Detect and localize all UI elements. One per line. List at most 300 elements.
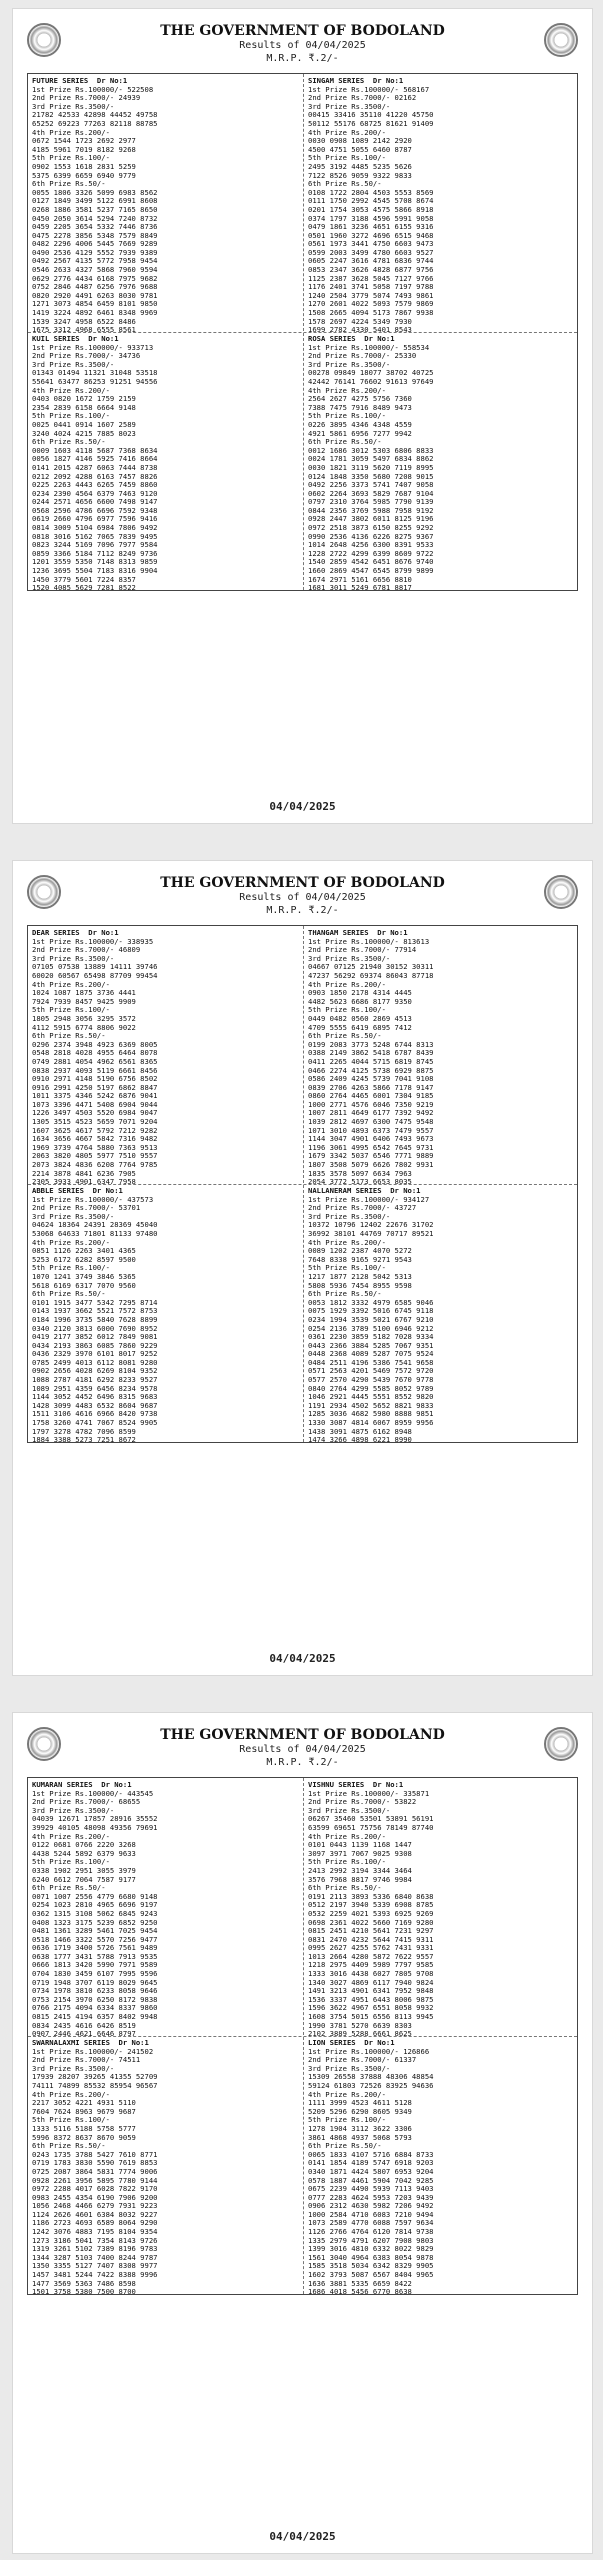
result-line: 1634 3656 4667 5842 7316 9482 [32,1135,158,1144]
result-line: 0482 2296 4006 5445 7669 9289 [32,240,158,249]
result-line: 1602 3793 5087 6567 8404 9965 [308,2271,434,2280]
series-block [308,1781,578,2039]
result-line: 0481 1361 3289 5461 7025 9454 [32,1927,158,1936]
result-line: 0122 0681 0766 2220 3268 [32,1841,136,1850]
result-line: 1270 2601 4022 5093 7579 9869 [308,300,434,309]
footer-date: 04/04/2025 [269,1652,336,1665]
result-line: 0030 0908 1089 2142 2920 [308,137,412,146]
government-emblem-right [544,875,578,909]
result-line: 00415 33416 35110 41220 45750 [308,111,434,120]
result-line: 0361 2230 3859 5182 7028 9334 [308,1333,434,1342]
result-line: 0561 1973 3441 4750 6603 9473 [308,240,434,249]
result-line: 6th Prize Rs.50/- [32,1290,106,1299]
result-line: 1176 2401 3741 5058 7197 9788 [308,283,434,292]
result-line: 2073 3824 4836 6208 7764 9785 [32,1161,158,1170]
result-line: 0820 2920 4491 6263 8030 9781 [32,291,158,300]
result-line: 0906 2312 4630 5982 7206 9492 [308,2202,434,2211]
result-line: 0990 2536 4136 6226 8275 9367 [308,532,434,541]
result-line: 2nd Prize Rs.7000/- 53822 [308,1798,417,1807]
series-title: KUMARAN SERIES Dr No:1 [32,1781,132,1789]
result-line: 2nd Prize Rs.7000/- 34736 [32,352,141,361]
result-line: 0725 2087 3864 5831 7774 9006 [32,2167,158,2176]
series-title: ABBLE SERIES Dr No:1 [32,1187,123,1195]
result-line: 1797 3278 4782 7096 8599 [32,1427,136,1436]
result-line: 1319 3261 5102 7389 8196 9783 [32,2245,158,2254]
result-line: 7924 7939 8457 9425 9909 [32,997,136,1006]
result-line: 1196 3061 4995 6542 7645 9731 [308,1143,434,1152]
result-line: 1805 2948 3056 3295 3572 [32,1014,136,1023]
result-line: 0024 1781 3059 5497 6834 8862 [308,455,434,464]
result-line: 0838 2937 4093 5119 6661 8456 [32,1066,158,1075]
result-line: 0009 1603 4118 5687 7368 8634 [32,446,158,455]
result-line: 1333 3016 4438 6027 7805 9708 [308,1970,434,1979]
result-line: 6th Prize Rs.50/- [308,438,382,447]
result-line: 0055 1806 3326 5099 6983 8562 [32,188,158,197]
result-line: 0823 3244 5169 7096 7977 9584 [32,541,158,550]
result-line: 0056 1827 4146 5925 7416 8664 [32,455,158,464]
result-line: 0752 2846 4487 6256 7976 9688 [32,283,158,292]
result-line: 0577 2570 4290 5439 7670 9778 [308,1376,434,1385]
result-line: 2nd Prize Rs.7000/- 68655 [32,1798,141,1807]
result-line: 5th Prize Rs.100/- [308,2116,386,2125]
sheet-mrp: M.R.P. ₹.2/- [266,905,339,916]
result-line: 1344 3287 5103 7400 8244 9787 [32,2253,158,2262]
result-line: 0443 2366 3884 5285 7067 9351 [308,1341,434,1350]
result-line: 0586 2409 4245 5739 7041 9108 [308,1075,434,1084]
result-line: 0907 2446 4621 6646 8797 [32,2030,136,2039]
result-line: 0571 2563 4201 5469 7572 9720 [308,1367,434,1376]
result-line: 0840 2764 4299 5585 8052 9789 [308,1384,434,1393]
result-line: 1070 1241 3749 3846 5365 [32,1272,136,1281]
result-line: 0983 2455 4354 6190 7906 9200 [32,2193,158,2202]
result-line: 0434 2193 3863 6085 7860 9229 [32,1341,158,1350]
result-line: 0518 1466 3322 5570 7256 9477 [32,1935,158,1944]
series-title: VISHNU SERIES Dr No:1 [308,1781,404,1789]
result-line: 0910 2971 4148 5190 6756 8502 [32,1075,158,1084]
result-line: 0619 2660 4796 6977 7596 9416 [32,515,158,524]
result-line: 4th Prize Rs.200/- [308,128,386,137]
result-line: 3rd Prize Rs.3500/- [32,1806,115,1815]
result-line: 4185 5961 7019 8182 9268 [32,145,136,154]
result-line: 2054 3772 5173 6653 8035 [308,1178,412,1187]
result-line: 1585 3518 5034 6342 8329 9905 [308,2262,434,2271]
result-line: 1508 2665 4094 5173 7867 9938 [308,309,434,318]
result-line: 1088 2787 4181 6292 8233 9527 [32,1376,158,1385]
result-line: 6th Prize Rs.50/- [308,1290,382,1299]
result-line: 53068 64633 71801 81133 97480 [32,1229,158,1238]
result-line: 07105 07538 13889 14111 39746 [32,963,158,972]
sheet-header [13,861,592,925]
result-line: 1807 3508 5079 6626 7802 9931 [308,1161,434,1170]
result-line: 0638 1777 3431 5788 7913 9535 [32,1952,158,1961]
result-line: 0605 2247 3616 4781 6836 9744 [308,257,434,266]
result-line: 1699 2782 4330 5401 8543 [308,326,412,335]
result-line: 1st Prize Rs.100000/- 338935 [32,937,154,946]
result-line: 7648 8338 9165 9271 9543 [308,1255,412,1264]
result-line: 1399 3016 4810 6332 8022 9829 [308,2245,434,2254]
series-block [32,77,302,335]
result-line: 0853 2347 3626 4828 6877 9756 [308,266,434,275]
result-line: 1681 3011 5249 6781 8817 [308,584,412,593]
result-line: 1457 3481 5244 7422 8388 9996 [32,2271,158,2280]
result-line: 0698 2361 4022 5660 7169 9280 [308,1918,434,1927]
result-line: 0268 1886 3581 5237 7165 8650 [32,205,158,214]
result-line: 0548 2818 4028 4955 6464 8078 [32,1049,158,1058]
sheet-mrp: M.R.P. ₹.2/- [266,1757,339,1768]
result-line: 1607 3625 4617 5792 7212 9282 [32,1126,158,1135]
result-line: 0075 1929 3392 5016 6745 9118 [308,1307,434,1316]
result-line: 2305 3933 4901 6347 7958 [32,1178,136,1187]
result-line: 1477 3569 5363 7486 8598 [32,2279,136,2288]
series-title: FUTURE SERIES Dr No:1 [32,77,128,85]
result-line: 6th Prize Rs.50/- [308,1884,382,1893]
result-line: 1126 2766 4764 6120 7814 9738 [308,2228,434,2237]
result-line: 0903 1850 2178 4314 4445 [308,989,412,998]
result-line: 1st Prize Rs.100000/- 335871 [308,1789,430,1798]
result-line: 3rd Prize Rs.3500/- [308,1806,391,1815]
series-title: DEAR SERIES Dr No:1 [32,929,119,937]
result-line: 0818 3016 5162 7065 7839 9495 [32,532,158,541]
result-line: 0226 3895 4346 4348 4559 [308,420,412,429]
result-line: 1024 1087 1875 3736 4441 [32,989,136,998]
result-line: 0411 2265 4044 5715 6819 8745 [308,1057,434,1066]
result-line: 1520 4085 5629 7281 8522 [32,584,136,593]
result-line: 0143 1937 3662 5521 7572 8753 [32,1307,158,1316]
result-line: 15309 26558 37888 48306 48854 [308,2073,434,2082]
result-line: 5th Prize Rs.100/- [32,1006,110,1015]
result-line: 0459 2205 3654 5332 7446 8736 [32,223,158,232]
result-line: 0234 2390 4564 6379 7463 9120 [32,489,158,498]
result-line: 6240 6612 7064 7587 9177 [32,1875,136,1884]
result-line: 3rd Prize Rs.3500/- [32,954,115,963]
result-line: 0340 1871 4424 5807 6953 9204 [308,2167,434,2176]
result-line: 1561 3040 4964 6383 8054 9878 [308,2253,434,2262]
result-line: 1340 3027 4869 6117 7940 9824 [308,1978,434,1987]
sheet-header [13,9,592,73]
result-line: 0225 2263 4443 6265 7459 8860 [32,481,158,490]
result-line: 4500 4751 5055 6460 8787 [308,145,412,154]
result-line: 1218 2975 4409 5989 7797 9585 [308,1961,434,1970]
result-line: 0578 1887 4461 5904 7042 9285 [308,2176,434,2185]
result-line: 0675 2239 4490 5939 7113 9403 [308,2185,434,2194]
result-line: 1124 2626 4601 6384 8032 9227 [32,2210,158,2219]
result-line: 4112 5915 6774 8806 9022 [32,1023,136,1032]
result-line: 7122 8526 9059 9322 9833 [308,171,412,180]
result-line: 0532 2259 4021 5393 6925 9269 [308,1909,434,1918]
result-line: 0408 1323 3175 5239 6852 9250 [32,1918,158,1927]
result-line: 2214 3878 4841 6236 7905 [32,1169,136,1178]
result-line: 0672 1544 1723 2692 2977 [32,137,136,146]
result-line: 1073 3396 4471 5408 6904 9044 [32,1100,158,1109]
result-line: 5th Prize Rs.100/- [32,154,110,163]
result-line: 0777 2283 4624 5953 7203 9439 [308,2193,434,2202]
result-line: 3rd Prize Rs.3500/- [308,1212,391,1221]
result-line: 1st Prize Rs.100000/- 241502 [32,2047,154,2056]
result-line: 3097 3971 7067 9025 9308 [308,1849,412,1858]
result-line: 0629 2776 4434 6168 7975 9682 [32,274,158,283]
result-line: 0785 2499 4013 6112 8081 9280 [32,1358,158,1367]
result-line: 10372 10796 12402 22676 31702 [308,1221,434,1230]
result-line: 0972 2518 3873 6150 8255 9292 [308,524,434,533]
result-line: 0902 1553 1618 2831 5259 [32,162,136,171]
sheet-title: THE GOVERNMENT OF BODOLAND [160,1727,445,1743]
result-line: 36992 38101 44769 70717 89521 [308,1229,434,1238]
result-line: 0065 1833 4107 5716 6884 8733 [308,2150,434,2159]
result-line: 2495 3192 4485 5235 5626 [308,162,412,171]
result-line: 7388 7475 7916 8489 9473 [308,403,412,412]
result-line: 5th Prize Rs.100/- [32,2116,110,2125]
result-line: 3rd Prize Rs.3500/- [308,2064,391,2073]
result-line: 1969 3739 4764 5880 7363 9513 [32,1143,158,1152]
result-line: 3rd Prize Rs.3500/- [308,954,391,963]
result-line: 1758 3260 4741 7067 8524 9905 [32,1419,158,1428]
result-line: 1191 2934 4502 5652 8821 9833 [308,1401,434,1410]
results-table [27,73,578,591]
result-line: 0490 2536 4129 5552 7939 9389 [32,248,158,257]
result-line: 1st Prize Rs.100000/- 933713 [32,343,154,352]
result-line: 0814 3009 5104 6984 7806 9492 [32,524,158,533]
result-line: 1539 3247 4958 6522 8486 [32,317,136,326]
sheet-subtitle: Results of 04/04/2025 [239,892,366,903]
result-line: 1014 2648 4256 6300 8391 9533 [308,541,434,550]
series-title: LION SERIES Dr No:1 [308,2039,395,2047]
result-line: 5th Prize Rs.100/- [32,412,110,421]
result-line: 4th Prize Rs.200/- [308,1238,386,1247]
result-line: 0719 1783 3830 5590 7619 8853 [32,2159,158,2168]
result-line: 6th Prize Rs.50/- [32,1032,106,1041]
result-line: 1071 3010 4893 6373 7479 9557 [308,1126,434,1135]
result-line: 0254 2136 3789 5100 6946 9212 [308,1324,434,1333]
sheet-mrp: M.R.P. ₹.2/- [266,53,339,64]
result-line: 3861 4868 4937 5068 5793 [308,2133,412,2142]
result-line: 4th Prize Rs.200/- [308,386,386,395]
result-line: 1st Prize Rs.100000/- 437573 [32,1195,154,1204]
result-line: 4438 5244 5892 6379 9633 [32,1849,136,1858]
result-line: 1674 2971 5161 6656 8810 [308,575,412,584]
result-line: 0928 2261 3956 5895 7780 9144 [32,2176,158,2185]
result-sheet-1 [12,8,593,824]
result-line: 1675 3312 4968 6555 8561 [32,326,136,335]
result-line: 0839 2706 4263 5866 7178 9147 [308,1083,434,1092]
result-line: 1240 2504 3779 5074 7493 9861 [308,291,434,300]
result-line: 3576 7968 8817 9746 9984 [308,1875,412,1884]
result-line: 1st Prize Rs.100000/- 558534 [308,343,430,352]
result-line: 0419 2177 3852 6012 7849 9081 [32,1333,158,1342]
result-line: 1007 2811 4649 6177 7392 9492 [308,1109,434,1118]
result-line: 4th Prize Rs.200/- [32,980,110,989]
result-line: 1000 2771 4576 6046 7350 9219 [308,1100,434,1109]
series-title: KUIL SERIES Dr No:1 [32,335,119,343]
result-line: 3rd Prize Rs.3500/- [32,2064,115,2073]
result-line: 0859 3366 5184 7112 8249 9736 [32,549,158,558]
result-line: 0374 1797 3188 4596 5991 9058 [308,214,434,223]
result-line: 0492 2256 3373 5741 7407 9058 [308,481,434,490]
result-line: 65252 69223 77263 82118 88785 [32,119,158,128]
result-line: 0296 2374 3948 4923 6369 8005 [32,1040,158,1049]
result-line: 63599 69651 75756 78149 87740 [308,1823,434,1832]
result-line: 04667 07125 21940 30152 30311 [308,963,434,972]
series-title: SWARNALAXMI SERIES Dr No:1 [32,2039,149,2047]
result-line: 6th Prize Rs.50/- [32,438,106,447]
series-block [308,77,578,335]
results-table [27,925,578,1443]
result-line: 5618 6169 6317 7070 9560 [32,1281,136,1290]
series-title: NALLANERAM SERIES Dr No:1 [308,1187,421,1195]
result-line: 1608 3754 5015 6556 8113 9945 [308,2013,434,2022]
result-line: 0834 2435 4616 6426 8519 [32,2021,136,2030]
result-line: 1039 2812 4697 6300 7475 9548 [308,1118,434,1127]
result-line: 0254 1023 2810 4965 6696 9197 [32,1901,158,1910]
result-line: 1278 1904 3112 3622 3306 [308,2124,412,2133]
result-line: 0403 0820 1672 1759 2159 [32,395,136,404]
result-line: 1226 3497 4503 5520 6984 9047 [32,1109,158,1118]
result-line: 1089 2951 4359 6456 8234 9578 [32,1384,158,1393]
result-line: 1990 3781 5270 6639 8303 [308,2021,412,2030]
result-line: 5253 6172 6282 8597 9500 [32,1255,136,1264]
result-line: 0448 2368 4089 5287 7075 9524 [308,1350,434,1359]
result-line: 59124 61803 72526 83925 94636 [308,2081,434,2090]
result-line: 2nd Prize Rs.7000/- 46809 [32,946,141,955]
result-line: 60020 60567 65498 87709 99454 [32,971,158,980]
result-line: 1660 2869 4547 6545 8799 9899 [308,567,434,576]
footer-date: 04/04/2025 [269,2530,336,2543]
result-line: 1144 3052 4452 6496 8315 9683 [32,1393,158,1402]
sheet-header [13,1713,592,1777]
result-line: 3rd Prize Rs.3500/- [308,102,391,111]
results-table [27,1777,578,2295]
result-line: 2nd Prize Rs.7000/- 43727 [308,1204,417,1213]
result-line: 04039 12671 17857 28916 35552 [32,1815,158,1824]
result-line: 6th Prize Rs.50/- [308,1032,382,1041]
result-line: 0101 1915 3477 5342 7295 8714 [32,1298,158,1307]
result-line: 0719 1948 3707 6119 8029 9645 [32,1978,158,1987]
result-line: 7604 7624 8963 9679 9687 [32,2107,136,2116]
result-line: 1679 3342 5037 6546 7771 9889 [308,1152,434,1161]
result-line: 1686 4018 5456 6770 8638 [308,2288,412,2297]
result-line: 6th Prize Rs.50/- [32,1884,106,1893]
result-line: 1111 3999 4523 4611 5128 [308,2099,412,2108]
result-line: 17939 28207 39265 41355 52709 [32,2073,158,2082]
result-line: 00278 09849 18077 38702 40725 [308,369,434,378]
result-line: 0466 2274 4125 5738 6929 8875 [308,1066,434,1075]
result-line: 2nd Prize Rs.7000/- 02162 [308,94,417,103]
government-emblem-right [544,1727,578,1761]
result-line: 1419 3224 4892 6461 8348 9969 [32,309,158,318]
result-line: 1350 3355 5127 7407 8308 9977 [32,2262,158,2271]
result-line: 6th Prize Rs.50/- [308,2142,382,2151]
result-line: 0753 2154 3970 6250 8172 9838 [32,1995,158,2004]
result-line: 2nd Prize Rs.7000/- 77914 [308,946,417,955]
result-line: 1st Prize Rs.100000/- 568167 [308,85,430,94]
result-line: 21782 42533 42898 44452 49758 [32,111,158,120]
result-line: 1186 2723 4693 6589 8064 9290 [32,2219,158,2228]
result-line: 1013 2664 4280 5872 7622 9557 [308,1952,434,1961]
result-line: 0101 0443 1139 1168 1447 [308,1841,412,1850]
result-line: 5375 6399 6659 6940 9779 [32,171,136,180]
result-line: 2nd Prize Rs.7000/- 53701 [32,1204,141,1213]
result-line: 0766 2175 4094 6334 8337 9860 [32,2004,158,2013]
result-line: 1285 3036 4682 5980 8888 9851 [308,1410,434,1419]
result-line: 1305 3515 4523 5659 7071 9204 [32,1118,158,1127]
result-line: 3240 4024 4215 7885 8023 [32,429,136,438]
result-line: 0436 2329 3970 6101 8017 9252 [32,1350,158,1359]
result-line: 0928 2447 3802 6011 8125 9196 [308,515,434,524]
result-line: 4th Prize Rs.200/- [32,1238,110,1247]
result-line: 5th Prize Rs.100/- [308,154,386,163]
result-line: 0141 2015 4287 6063 7444 8738 [32,463,158,472]
result-line: 4th Prize Rs.200/- [32,2090,110,2099]
footer-date: 04/04/2025 [269,800,336,813]
result-line: 47237 56292 69374 86043 87718 [308,971,434,980]
result-line: 1271 3073 4854 6459 8101 9850 [32,300,158,309]
result-line: 1144 3047 4901 6406 7493 9673 [308,1135,434,1144]
result-line: 1450 3779 5601 7224 8357 [32,575,136,584]
result-line: 1578 2697 4224 5349 7930 [308,317,412,326]
result-line: 42442 76141 76602 91613 97649 [308,377,434,386]
result-line: 0902 2656 4028 6269 8104 9352 [32,1367,158,1376]
result-line: 2413 2992 3194 3344 3464 [308,1866,412,1875]
series-block [32,2039,302,2297]
result-line: 0815 2415 4194 6357 8402 9948 [32,2013,158,2022]
result-line: 0995 2627 4255 5762 7431 9331 [308,1944,434,1953]
result-line: 1217 1877 2128 5042 5313 [308,1272,412,1281]
result-line: 1242 3076 4883 7195 8104 9354 [32,2228,158,2237]
result-line: 2102 3889 5288 6661 8625 [308,2030,412,2039]
result-line: 1884 3388 5273 7251 8672 [32,1436,136,1445]
result-line: 0201 1754 3053 4575 5866 8918 [308,205,434,214]
result-line: 0916 2991 4250 5197 6862 8847 [32,1083,158,1092]
result-line: 1438 3091 4875 6162 8948 [308,1427,412,1436]
result-line: 0484 2511 4196 5386 7541 9658 [308,1358,434,1367]
result-line: 6th Prize Rs.50/- [308,180,382,189]
result-line: 0475 2278 3856 5348 7579 8849 [32,231,158,240]
series-block [32,335,302,593]
result-line: 1st Prize Rs.100000/- 934127 [308,1195,430,1204]
result-line: 1011 3375 4346 5242 6876 9041 [32,1092,158,1101]
result-line: 1st Prize Rs.100000/- 813613 [308,937,430,946]
result-line: 1511 3106 4616 6966 8420 9738 [32,1410,158,1419]
result-line: 39929 40105 48098 49356 79691 [32,1823,158,1832]
result-line: 0244 2571 4656 6600 7498 9147 [32,498,158,507]
result-line: 5th Prize Rs.100/- [308,1006,386,1015]
result-line: 1056 2468 4466 6279 7931 9223 [32,2202,158,2211]
result-line: 1201 3559 5350 7148 8313 9859 [32,558,158,567]
result-line: 1491 3213 4901 6341 7952 9848 [308,1987,434,1996]
result-line: 0450 2050 3614 5294 7240 8732 [32,214,158,223]
result-line: 0234 1994 3539 5021 6767 9210 [308,1315,434,1324]
result-line: 0501 1960 3272 4696 6515 9468 [308,231,434,240]
result-line: 4482 5623 6686 8177 9350 [308,997,412,1006]
result-line: 1046 2921 4445 5551 8552 9820 [308,1393,434,1402]
result-line: 2564 2627 4275 5756 7360 [308,395,412,404]
result-line: 0199 2083 3773 5248 6744 8313 [308,1040,434,1049]
result-line: 6th Prize Rs.50/- [32,180,106,189]
result-line: 1835 3578 5097 6634 7963 [308,1169,412,1178]
result-line: 2nd Prize Rs.7000/- 25330 [308,352,417,361]
sheet-title: THE GOVERNMENT OF BODOLAND [160,875,445,891]
result-line: 2354 2839 6158 6664 9148 [32,403,136,412]
result-line: 0111 1750 2992 4545 5708 8674 [308,197,434,206]
result-line: 0340 2120 3813 6000 7690 8952 [32,1324,158,1333]
result-line: 0127 1849 3499 5122 6991 8608 [32,197,158,206]
result-line: 1st Prize Rs.100000/- 126866 [308,2047,430,2056]
result-line: 0734 1978 3810 6233 8058 9646 [32,1987,158,1996]
result-line: 0388 2149 3862 5418 6787 8439 [308,1049,434,1058]
result-line: 55641 63477 86253 91251 94556 [32,377,158,386]
sheet-title: THE GOVERNMENT OF BODOLAND [160,23,445,39]
result-line: 0243 1735 3788 5427 7610 8771 [32,2150,158,2159]
result-line: 1073 2589 4770 6088 7597 9634 [308,2219,434,2228]
